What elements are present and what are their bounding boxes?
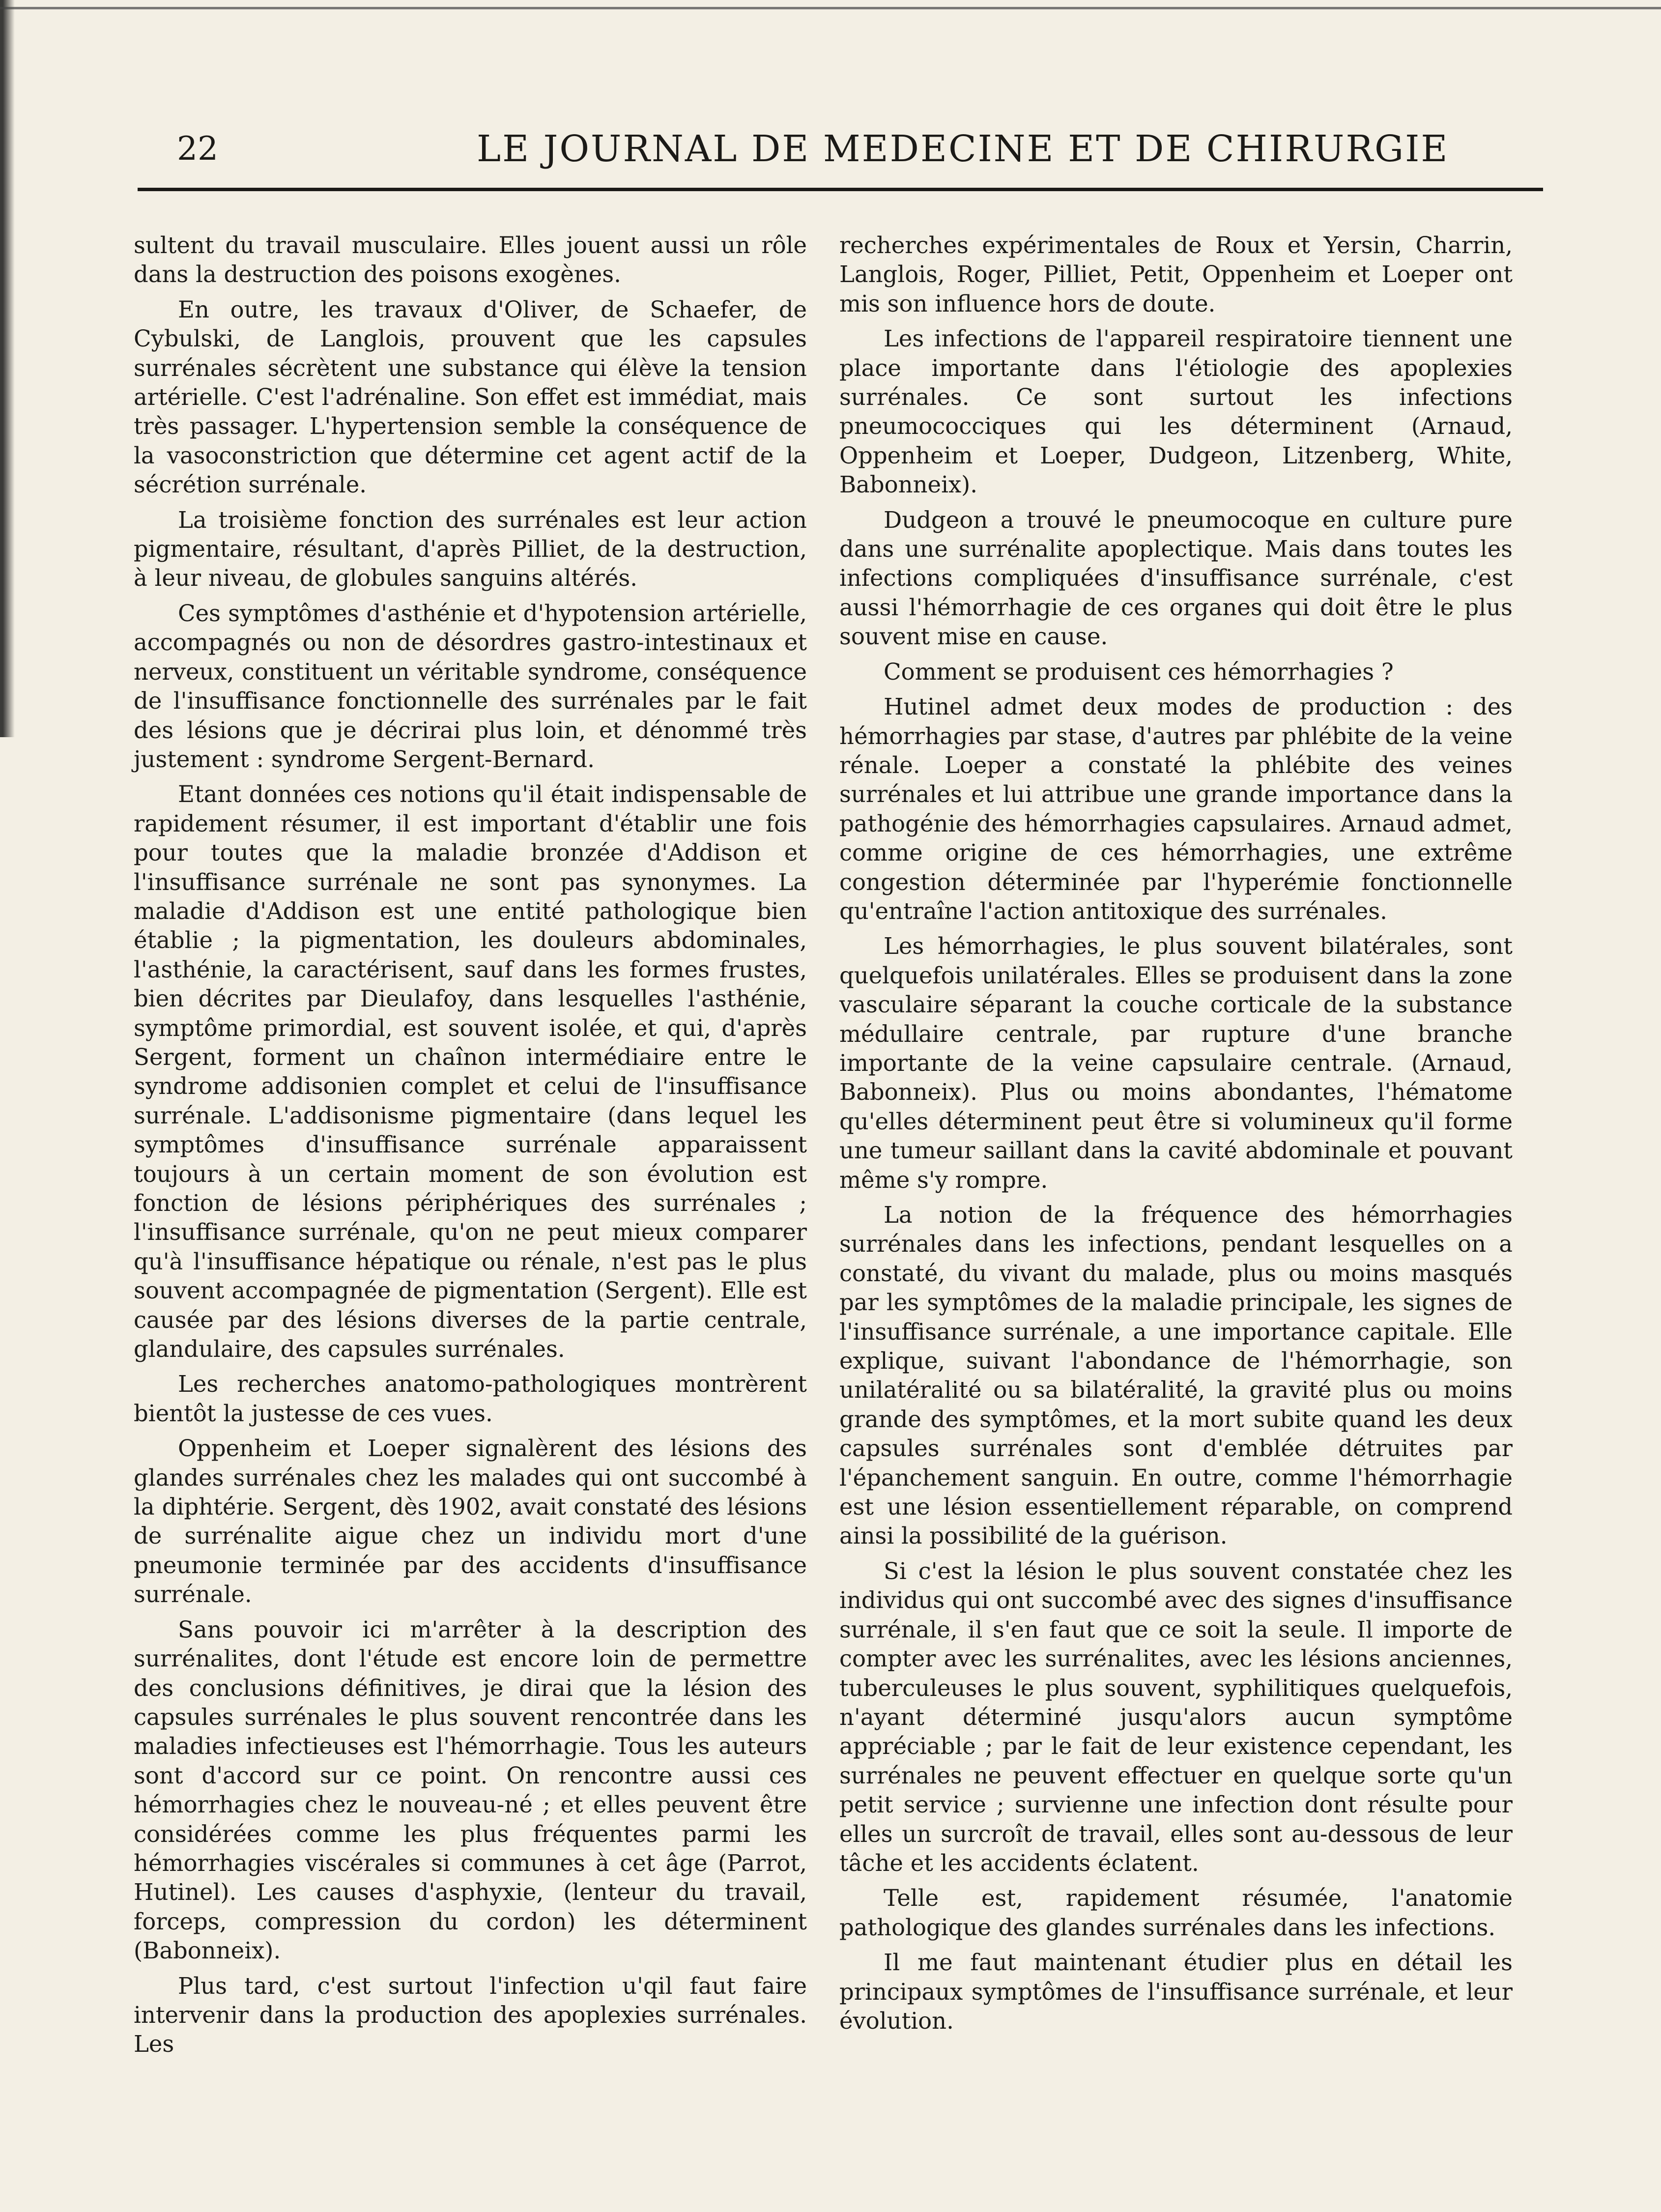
- paragraph: Ces symptômes d'asthénie et d'hypotension artérielle, accompagnés ou non de désordres gastro-intestinaux et nerveux, constituent un véritable syndrome, conséquence de l'insuffisance fonctionnelle des surrénales par le fait des lésions que je décrirai plus loin, et dénommé très justement : syndrome Sergent-Bernard.: [134, 600, 807, 773]
- paragraph: Comment se produisent ces hémorrhagies ?: [884, 658, 1394, 685]
- right-column: [839, 231, 1513, 2036]
- top-scan-rule: [0, 7, 1661, 9]
- paragraph: Les hémorrhagies, le plus souvent bilatérales, sont quelquefois unilatérales. Elles se produisent dans la zone vasculaire séparant la couche corticale de la substance médullaire centrale, par rupture d'une branche importante de la veine capsulaire centrale. (Arnaud, Babonneix). Plus ou moins abondantes, l'hématome qu'elles déterminent peut être si volumineux qu'il forme une tumeur saillant dans la cavité abdominale et pouvant même s'y rompre.: [839, 933, 1513, 1193]
- paragraph: Les infections de l'appareil respiratoire tiennent une place importante dans l'étiologie des apoplexies surrénales. Ce sont surtout les infections pneumococciques qui les déterminent (Arnaud, Oppenheim et Loeper, Dudgeon, Litzenberg, White, Babonneix).: [839, 325, 1513, 498]
- paragraph: Plus tard, c'est surtout l'infection u'qil faut faire intervenir dans la production des apoplexies surrénales. Les: [134, 1972, 807, 2058]
- paragraph: La troisième fonction des surrénales est leur action pigmentaire, résultant, d'après Pilliet, de la destruction, à leur niveau, de globules sanguins altérés.: [134, 506, 807, 592]
- paragraph: recherches expérimentales de Roux et Yersin, Charrin, Langlois, Roger, Pilliet, Petit, Oppenheim et Loeper ont mis son influence hors de doute.: [839, 232, 1513, 317]
- scan-edge-shadow: [0, 0, 15, 737]
- page-number: 22: [177, 130, 218, 168]
- paragraph: Hutinel admet deux modes de production : des hémorrhagies par stase, d'autres par phlébite de la veine rénale. Loeper a constaté la phlébite des veines surrénales et lui attribue une grande importance dans la pathogénie des hémorrhagies capsulaires. Arnaud admet, comme origine de ces hémorrhagies, une extrême congestion déterminée par l'hyperémie fonctionnelle qu'entraîne l'action antitoxique des surrénales.: [839, 693, 1513, 924]
- paragraph: Telle est, rapidement résumée, l'anatomie pathologique des glandes surrénales dans les infections.: [839, 1885, 1513, 1941]
- page-header: [138, 123, 1543, 197]
- paragraph: En outre, les travaux d'Oliver, de Schaefer, de Cybulski, de Langlois, prouvent que les capsules surrénales sécrètent une substance qui élève la tension artérielle. C'est l'adrénaline. Son effet est immédiat, mais très passager. L'hypertension semble la conséquence de la vasoconstriction que détermine cet agent actif de la sécrétion surrénale.: [134, 296, 807, 498]
- paragraph: Etant données ces notions qu'il était indispensable de rapidement résumer, il est important d'établir une fois pour toutes que la maladie bronzée d'Addison et l'insuffisance surrénale ne sont pas synonymes. La maladie d'Addison est une entité pathologique bien établie ; la pigmentation, les douleurs abdominales, l'asthénie, la caractérisent, sauf dans les formes frustes, bien décrites par Dieulafoy, dans lesquelles l'asthénie, symptôme primordial, est souvent isolée, et qui, d'après Sergent, forment un chaînon intermédiaire entre le syndrome addisonien complet et celui de l'insuffisance surrénale. L'addisonisme pigmentaire (dans lequel les symptômes d'insuffisance surrénale apparaissent toujours à un certain moment de son évolution est fonction de lésions périphériques des surrénales ; l'insuffisance surrénale, qu'on ne peut mieux comparer qu'à l'insuffisance hépatique ou rénale, n'est pas le plus souvent accompagnée de pigmentation (Sergent). Elle est causée par des lésions diverses de la partie centrale, glandulaire, des capsules surrénales.: [134, 781, 807, 1363]
- paragraph: Dudgeon a trouvé le pneumocoque en culture pure dans une surrénalite apoplectique. Mais dans toutes les infections compliquées d'insuffisance surrénale, c'est aussi l'hémorrhagie de ces organes qui doit être le plus souvent mise en cause.: [839, 506, 1513, 650]
- running-title: LE JOURNAL DE MEDECINE ET DE CHIRURGIE: [477, 128, 1449, 170]
- paragraph: sultent du travail musculaire. Elles jouent aussi un rôle dans la destruction des poisons exogènes.: [134, 232, 807, 288]
- paragraph: Les recherches anatomo-pathologiques montrèrent bientôt la justesse de ces vues.: [134, 1371, 807, 1427]
- left-column: [134, 231, 807, 2059]
- paragraph: Oppenheim et Loeper signalèrent des lésions des glandes surrénales chez les malades qui ont succombé à la diphtérie. Sergent, dès 1902, avait constaté des lésions de surrénalite aigue chez un individu mort d'une pneumonie terminée par des accidents d'insuffisance surrénale.: [134, 1435, 807, 1608]
- paragraph: Il me faut maintenant étudier plus en détail les principaux symptômes de l'insuffisance surrénale, et leur évolution.: [839, 1949, 1513, 2034]
- paragraph: Sans pouvoir ici m'arrêter à la description des surrénalites, dont l'étude est encore loin de permettre des conclusions définitives, je dirai que la lésion des capsules surrénales le plus souvent rencontrée dans les maladies infectieuses est l'hémorrhagie. Tous les auteurs sont d'accord sur ce point. On rencontre aussi ces hémorrhagies chez le nouveau-né ; et elles peuvent être considérées comme les plus fréquentes parmi les hémorrhagies viscérales si communes à cet âge (Parrot, Hutinel). Les causes d'asphyxie, (lenteur du travail, forceps, compression du cordon) les déterminent (Babonneix).: [134, 1616, 807, 1964]
- paragraph: La notion de la fréquence des hémorrhagies surrénales dans les infections, pendant lesquelles on a constaté, du vivant du malade, plus ou moins masqués par les symptômes de la maladie principale, les signes de l'insuffisance surrénale, a une importance capitale. Elle explique, suivant l'abondance de l'hémorrhagie, son unilatéralité ou sa bilatéralité, la gravité plus ou moins grande des symptômes, et la mort subite quand les deux capsules surrénales sont d'emblée détruites par l'épanchement sanguin. En outre, comme l'hémorrhagie est une lésion essentiellement réparable, on comprend ainsi la possibilité de la guérison.: [839, 1202, 1513, 1550]
- paragraph: Si c'est la lésion le plus souvent constatée chez les individus qui ont succombé avec des signes d'insuffisance surrénale, il s'en faut que ce soit la seule. Il importe de compter avec les surrénalites, avec les lésions anciennes, tuberculeuses le plus souvent, syphilitiques quelquefois, n'ayant déterminé jusqu'alors aucun symptôme appréciable ; par le fait de leur existence cependant, les surrénales ne peuvent effectuer en quelque sorte qu'un petit service ; survienne une infection dont résulte pour elles un surcroît de travail, elles sont au-dessous de leur tâche et les accidents éclatent.: [839, 1557, 1513, 1876]
- header-rule: [138, 188, 1543, 191]
